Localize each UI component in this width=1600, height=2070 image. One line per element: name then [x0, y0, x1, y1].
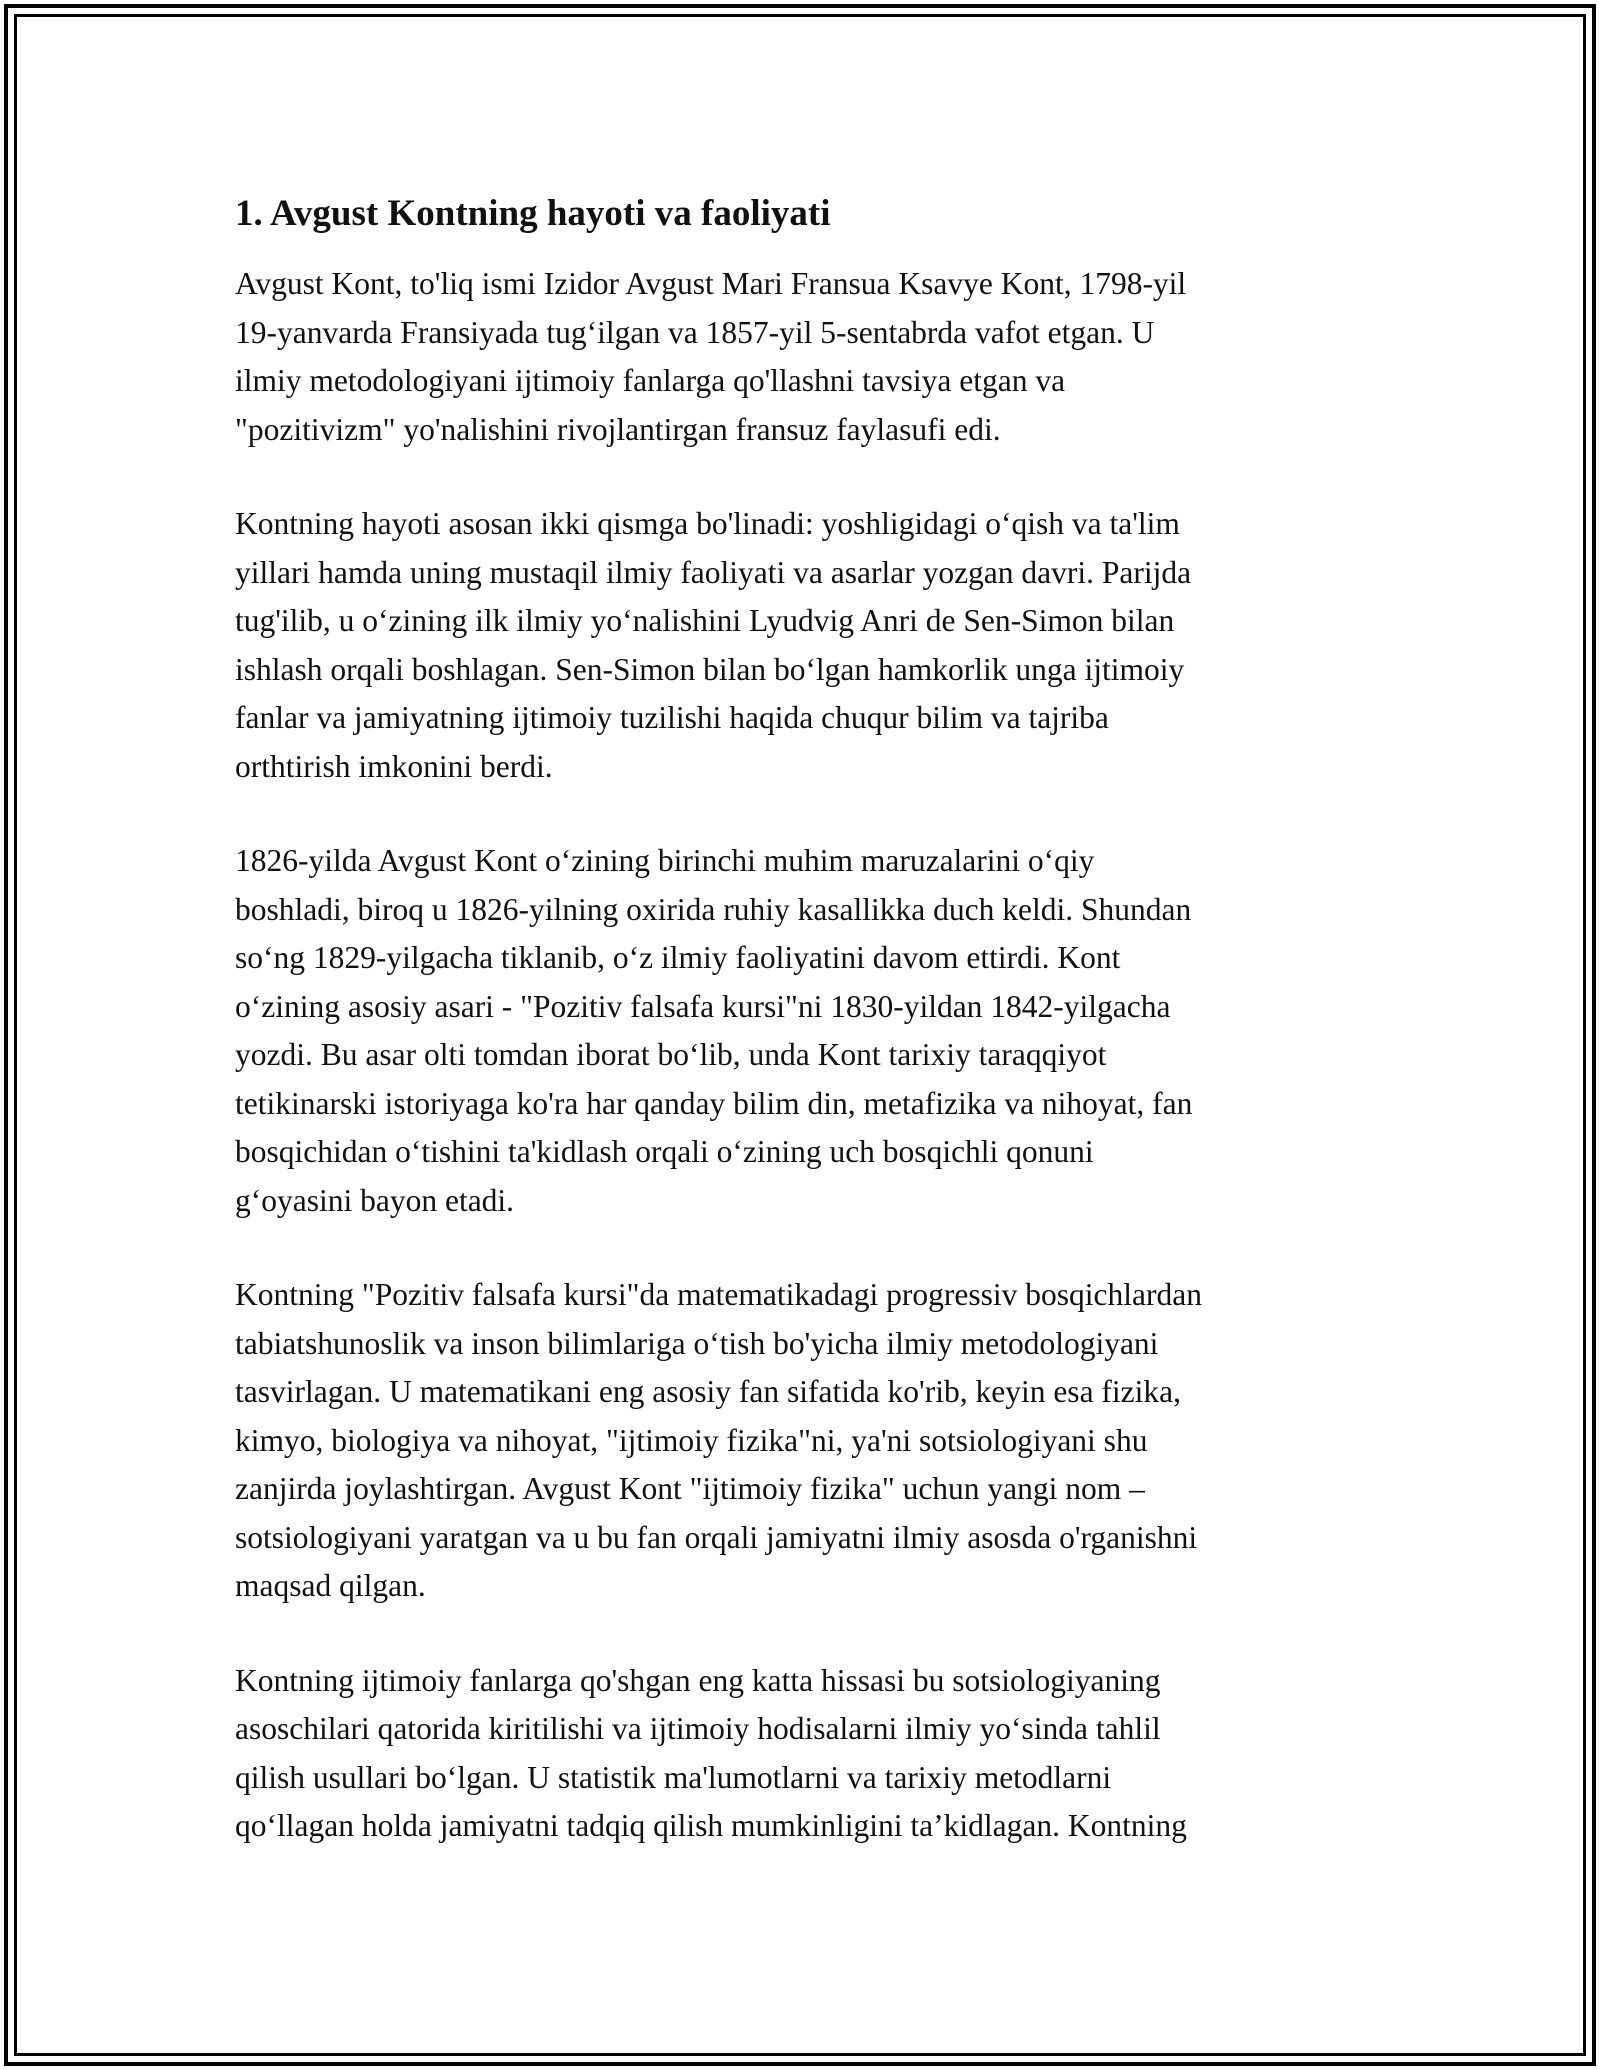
paragraph-4: Kontning "Pozitiv falsafa kursi"da matematikadagi progressiv bosqichlardan tabiatshunoslik va inson bilimlariga o‘tish bo'yicha ilmiy metodologiyani tasvirlagan. U matematikani eng asosiy fan sifatida ko'rib, keyin esa fizika, kimyo, biologiya va nihoyat, "ijtimoiy fizika"ni, ya'ni sotsiologiyani shu zanjirda joylashtirgan. Avgust Kont "ijtimoiy fizika" uchun yangi nom – sotsiologiyani yaratgan va u bu fan orqali jamiyatni ilmiy asosda o'rganishni maqsad qilgan. [235, 1277, 1202, 1603]
paragraph-1: Avgust Kont, to'liq ismi Izidor Avgust Mari Fransua Ksavye Kont, 1798-yil 19-yanvarda Fransiyada tug‘ilgan va 1857-yil 5-sentabrda vafot etgan. U ilmiy metodologiyani ijtimoiy fanlarga qo'llashni tavsiya etgan va "pozitivizm" yo'nalishini rivojlantirgan fransuz faylasufi edi. [235, 266, 1187, 447]
section-heading: 1. Avgust Kontning hayoti va faoliyati [235, 193, 831, 234]
paragraph-2: Kontning hayoti asosan ikki qismga bo'linadi: yoshligidagi o‘qish va ta'lim yillari hamda uning mustaqil ilmiy faoliyati va asarlar yozgan davri. Parijda tug'ilib, u o‘zining ilk ilmiy yo‘nalishini Lyudvig Anri de Sen-Simon bilan ishlash orqali boshlagan. Sen-Simon bilan bo‘lgan hamkorlik unga ijtimoiy fanlar va jamiyatning ijtimoiy tuzilishi haqida chuqur bilim va tajriba orthtirish imkonini berdi. [235, 506, 1192, 784]
paragraph-3: 1826-yilda Avgust Kont o‘zining birinchi muhim maruzalarini o‘qiy boshladi, biroq u 1826-yilning oxirida ruhiy kasallikka duch keldi. Shundan so‘ng 1829-yilgacha tiklanib, o‘z ilmiy faoliyatini davom ettirdi. Kont o‘zining asosiy asari - "Pozitiv falsafa kursi"ni 1830-yildan 1842-yilgacha yozdi. Bu asar olti tomdan iborat bo‘lib, unda Kont tarixiy taraqqiyot tetikinarski istoriyaga ko'ra har qanday bilim din, metafizika va nihoyat, fan bosqichidan o‘tishini ta'kidlash orqali o‘zining uch bosqichli qonuni g‘oyasini bayon etadi. [235, 843, 1193, 1218]
document-body [235, 186, 1375, 1897]
paragraph-5: Kontning ijtimoiy fanlarga qo'shgan eng katta hissasi bu sotsiologiyaning asoschilari qatorida kiritilishi va ijtimoiy hodisalarni ilmiy yo‘sinda tahlil qilish usullari bo‘lgan. U statistik ma'lumotlarni va tarixiy metodlarni qo‘llagan holda jamiyatni tadqiq qilish mumkinligini ta’kidlagan. Kontning [235, 1662, 1187, 1843]
